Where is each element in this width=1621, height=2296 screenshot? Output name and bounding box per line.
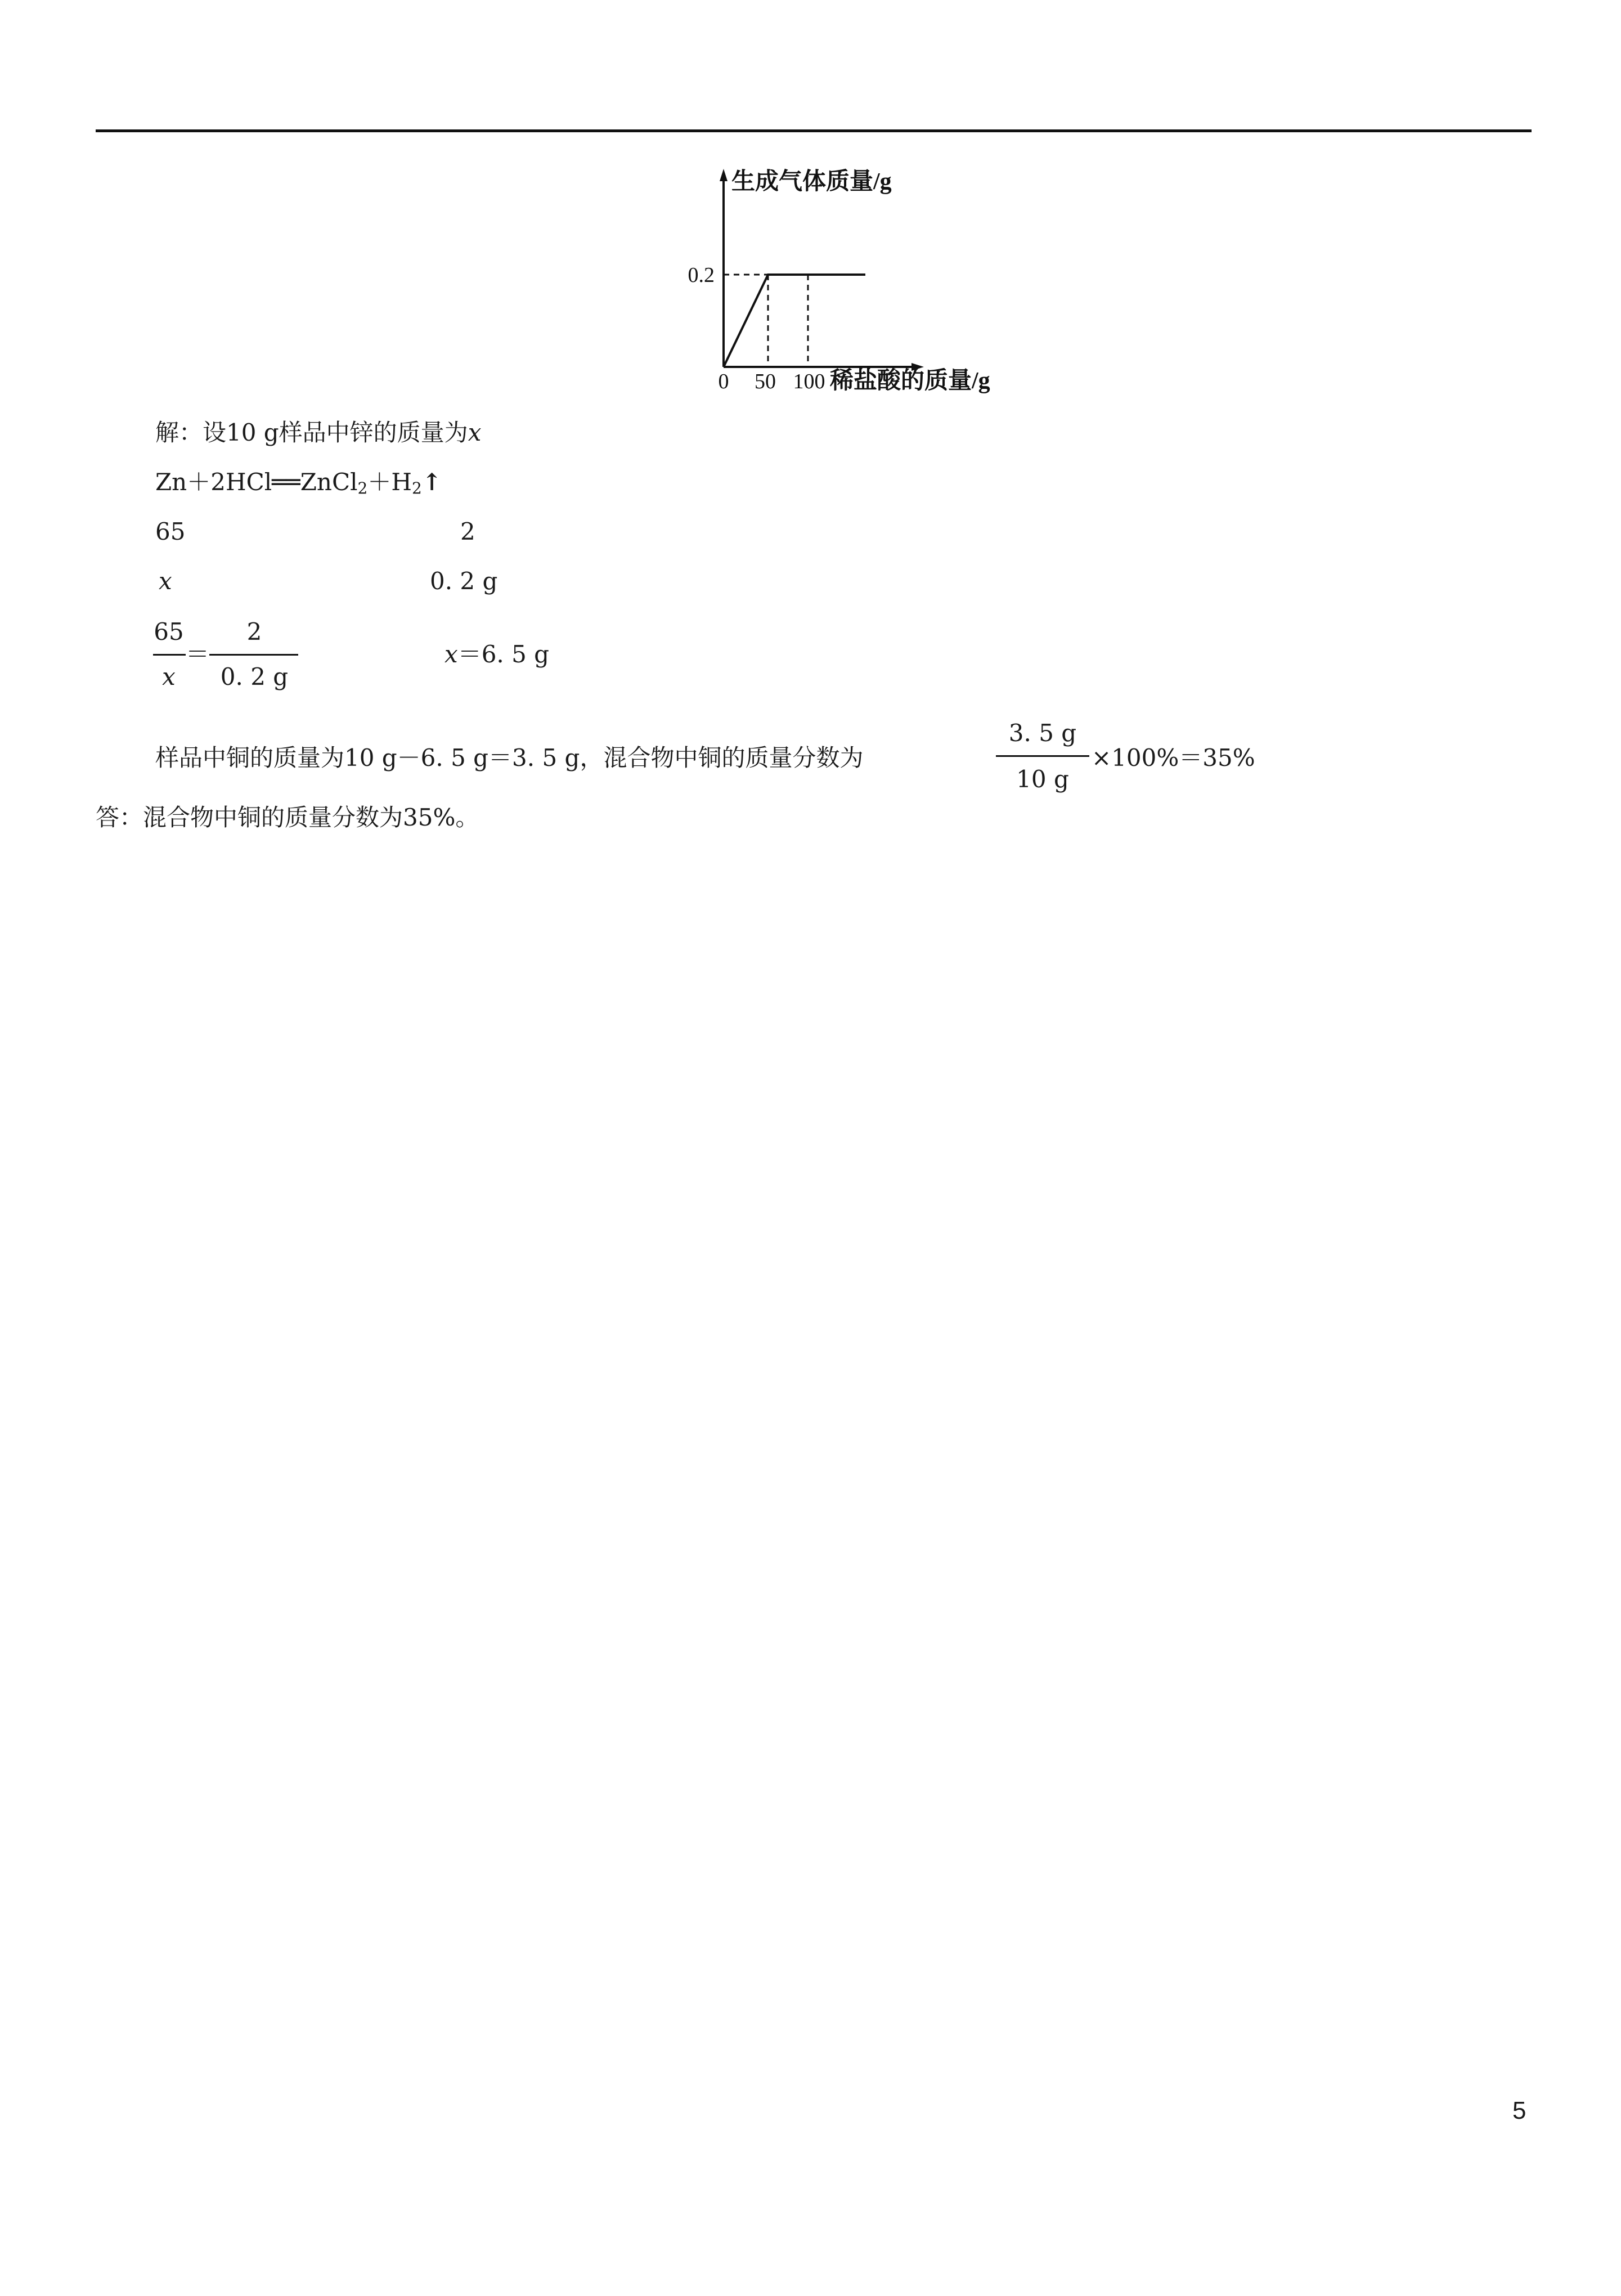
eq-sub2: 2 (412, 479, 422, 497)
x-tick-label-0: 0 (718, 370, 729, 393)
eq-sub: 2 (357, 479, 368, 497)
copper-result: ×100%＝35% (1092, 744, 1255, 772)
y-axis-label: 生成气体质量/g (731, 169, 892, 195)
mass-zn: 65 (155, 518, 186, 545)
x-tick-label-100: 100 (793, 370, 825, 393)
y-axis-arrow-icon (720, 169, 728, 181)
frac1-bar (153, 654, 186, 656)
frac2-den: 0. 2 g (220, 663, 289, 690)
mass-h2: 2 (460, 518, 475, 545)
mass-given: 0. 2 g (430, 567, 498, 595)
gas-arrow-icon: ↑ (421, 468, 442, 496)
intro-var: x (468, 419, 482, 446)
eq-mid: ＋H (367, 468, 412, 496)
result-x (444, 640, 550, 668)
frac3-bar (996, 755, 1089, 757)
frac2-num: 2 (246, 618, 262, 645)
gas-mass-chart (664, 163, 1024, 400)
x-tick-label-50: 50 (755, 370, 776, 393)
intro-text: 解：设10 g样品中锌的质量为 (155, 419, 468, 446)
series-line (724, 275, 865, 367)
chemical-equation (155, 470, 442, 496)
result-value: ＝6. 5 g (457, 640, 550, 668)
solution-intro (155, 421, 481, 445)
frac2-bar (209, 654, 298, 656)
result-var: x (444, 640, 458, 668)
header-rule (96, 129, 1532, 132)
equals-sign: ＝ (186, 640, 210, 668)
answer-line: 答：混合物中铜的质量分数为35%。 (96, 804, 479, 831)
var-x: x (159, 567, 172, 595)
frac3-den: 10 g (1016, 765, 1069, 793)
copper-mass-text: 样品中铜的质量为10 g－6. 5 g＝3. 5 g，混合物中铜的质量分数为 (155, 744, 864, 772)
frac1-num: 65 (154, 618, 184, 645)
frac1-den: x (162, 663, 176, 690)
page-number: 5 (1512, 2097, 1526, 2124)
frac3-num: 3. 5 g (1008, 719, 1077, 747)
eq-left: Zn＋2HCl══ZnCl (155, 468, 358, 496)
y-tick-label: 0.2 (688, 263, 715, 287)
x-axis-label: 稀盐酸的质量/g (830, 368, 990, 394)
